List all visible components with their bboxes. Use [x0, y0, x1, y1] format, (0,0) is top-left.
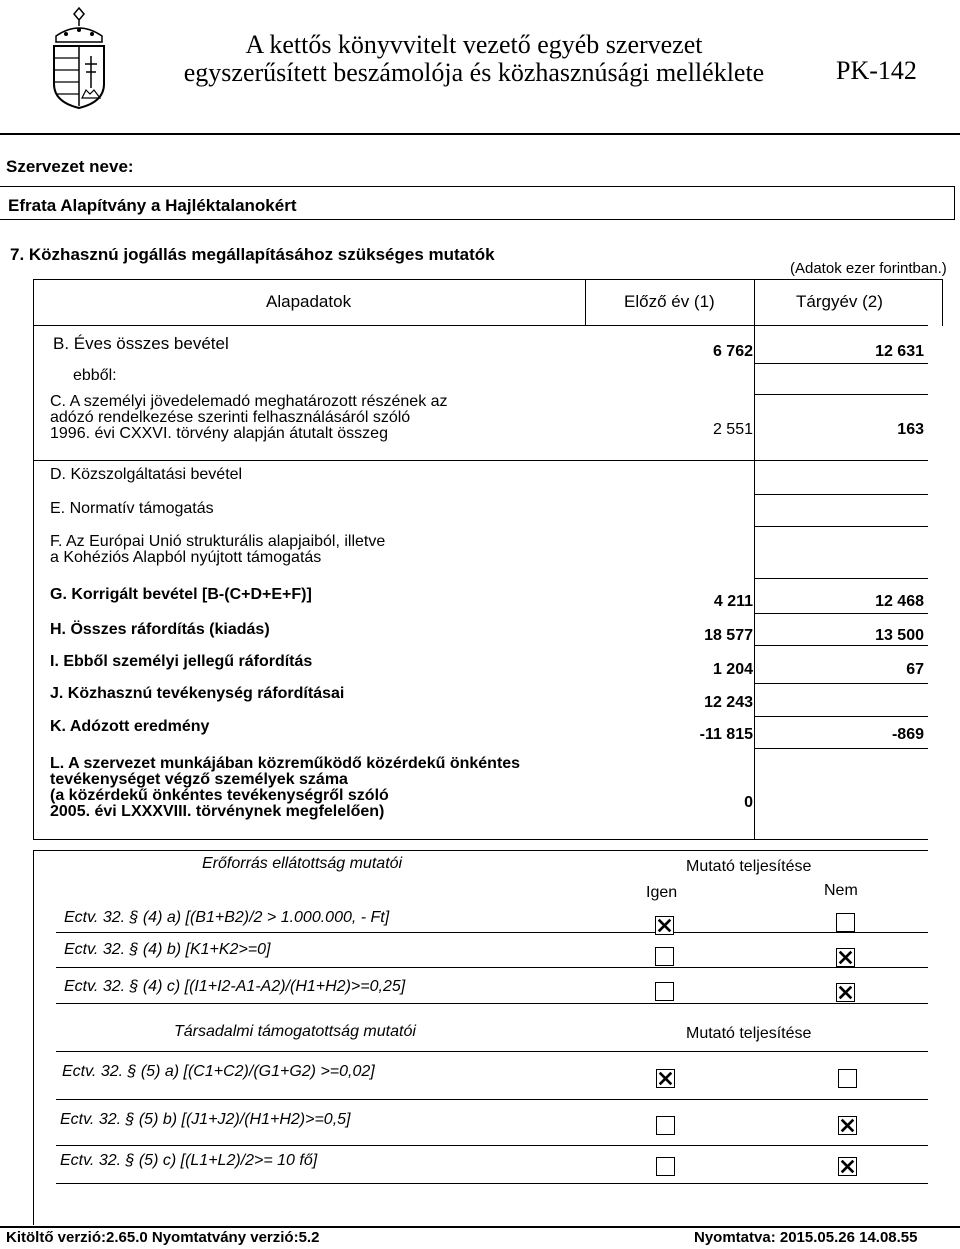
- social-title: Társadalmi támogatottság mutatói: [174, 1023, 416, 1040]
- footer-printed: Nyomtatva: 2015.05.26 14.08.55: [694, 1229, 918, 1246]
- row-label-l-line4: 2005. évi LXXXVIII. törvénynek megfelelően): [50, 803, 385, 820]
- row-g-prev[interactable]: 4 211: [713, 593, 753, 610]
- row-k-prev[interactable]: -11 815: [699, 726, 753, 743]
- row-label-d: D. Közszolgáltatási bevétel: [50, 466, 243, 483]
- row-label-e: E. Normatív támogatás: [50, 500, 214, 517]
- check-mark-icon: [656, 917, 673, 934]
- row-h-prev[interactable]: 18 577: [704, 627, 753, 644]
- col-divider-body: [754, 325, 755, 840]
- row-label-l-line2: tevékenységet végző személyek száma: [50, 771, 348, 788]
- page-header: [0, 0, 960, 135]
- row-label-f-line1: F. Az Európai Unió strukturális alapjaiból, illetve: [50, 533, 386, 550]
- row-label-g: G. Korrigált bevétel [B-(C+D+E+F)]: [50, 586, 312, 603]
- row-label-l-line3: (a közérdekű önkéntes tevékenységről szóló: [50, 787, 389, 804]
- check-mark-icon: [839, 1117, 856, 1134]
- yes-header: Igen: [646, 884, 678, 901]
- soc2-no-checkbox[interactable]: [838, 1116, 857, 1135]
- org-name-value: Efrata Alapítvány a Hajléktalanokért: [8, 196, 297, 215]
- row-c-prev[interactable]: 2 551: [712, 421, 753, 438]
- row-label-h: H. Összes ráfordítás (kiadás): [50, 621, 270, 638]
- form-title-line2: egyszerűsített beszámolója és közhasznúsági melléklete: [183, 58, 765, 87]
- row-label-c-line2: adózó rendelkezése szerinti felhasználásáról szóló: [50, 409, 411, 426]
- res1-no-checkbox[interactable]: [836, 913, 855, 932]
- check-mark-icon: [657, 1070, 674, 1087]
- row-sep: [754, 613, 928, 614]
- row-sep: [56, 932, 928, 933]
- social-item-3: Ectv. 32. § (5) c) [(L1+L2)/2>= 10 fő]: [60, 1152, 318, 1169]
- col-divider-header-2: [754, 280, 755, 325]
- check-mark-icon: [837, 984, 854, 1001]
- table-bottom-border: [33, 839, 928, 840]
- social-item-2: Ectv. 32. § (5) b) [(J1+J2)/(H1+H2)>=0,5]: [60, 1111, 351, 1128]
- resources-left-border: [33, 850, 34, 1225]
- check-mark-icon: [837, 949, 854, 966]
- row-i-prev[interactable]: 1 204: [712, 661, 753, 678]
- row-label-i: I. Ebből személyi jellegű ráfordítás: [50, 653, 313, 670]
- check-mark-icon: [839, 1158, 856, 1175]
- resources-title: Erőforrás ellátottság mutatói: [202, 855, 403, 872]
- row-b-prev[interactable]: 6 762: [712, 343, 753, 360]
- row-sep: [754, 748, 928, 749]
- resource-item-3: Ectv. 32. § (4) c) [(I1+I2-A1-A2)/(H1+H2)>=0,25]: [64, 978, 406, 995]
- org-name-label: Szervezet neve:: [6, 157, 134, 176]
- row-sep: [754, 578, 928, 579]
- row-label-f-line2: a Kohéziós Alapból nyújtott támogatás: [50, 549, 322, 566]
- row-sep: [754, 716, 928, 717]
- row-l-prev[interactable]: 0: [744, 794, 753, 811]
- col-divider-header-1: [585, 280, 586, 325]
- footer-version: Kitöltő verzió:2.65.0 Nyomtatvány verzió:5.2: [6, 1229, 320, 1246]
- row-sep: [754, 363, 928, 364]
- table-top-border: [33, 279, 943, 280]
- coat-of-arms-logo: [48, 6, 110, 110]
- row-sep: [754, 394, 928, 395]
- no-header: Nem: [824, 882, 858, 899]
- row-h-curr[interactable]: 13 500: [875, 627, 924, 644]
- row-label-c-line3: 1996. évi CXXVI. törvény alapján átutalt összeg: [50, 425, 388, 442]
- resources-fulfil-title: Mutató teljesítése: [686, 858, 812, 875]
- row-label-b: B. Éves összes bevétel: [53, 334, 229, 353]
- unit-note: (Adatok ezer forintban.): [790, 260, 947, 277]
- row-sep: [754, 494, 928, 495]
- row-sep: [33, 460, 928, 461]
- resource-item-2: Ectv. 32. § (4) b) [K1+K2>=0]: [64, 941, 271, 958]
- row-label-c-line1: C. A személyi jövedelemadó meghatározott részének az: [50, 393, 448, 410]
- row-sep: [754, 645, 928, 646]
- res3-no-checkbox[interactable]: [836, 983, 855, 1002]
- row-sep: [56, 1099, 928, 1100]
- col-header-prev: Előző év (1): [624, 292, 715, 311]
- table-right-border: [942, 280, 943, 326]
- row-sep: [56, 967, 928, 968]
- soc3-yes-checkbox[interactable]: [656, 1157, 675, 1176]
- col-header-curr: Tárgyév (2): [796, 292, 883, 311]
- table-header-border: [33, 325, 928, 326]
- res2-yes-checkbox[interactable]: [655, 947, 674, 966]
- row-j-prev[interactable]: 12 243: [704, 694, 753, 711]
- soc1-yes-checkbox[interactable]: [656, 1069, 675, 1088]
- row-sep: [754, 683, 928, 684]
- row-g-curr[interactable]: 12 468: [875, 593, 924, 610]
- row-label-l-line1: L. A szervezet munkájában közreműködő közérdekű önkéntes: [50, 755, 521, 772]
- col-header-basic: Alapadatok: [266, 292, 352, 311]
- row-k-curr[interactable]: -869: [891, 726, 924, 743]
- table-left-border: [33, 280, 34, 840]
- row-sep: [56, 1003, 928, 1004]
- res3-yes-checkbox[interactable]: [655, 982, 674, 1001]
- row-sep: [56, 1145, 928, 1146]
- row-i-curr[interactable]: 67: [906, 661, 924, 678]
- form-code: PK-142: [836, 56, 917, 85]
- row-b-curr[interactable]: 12 631: [875, 343, 924, 360]
- row-sep: [56, 1051, 928, 1052]
- row-label-k: K. Adózott eredmény: [50, 718, 210, 735]
- row-label-ebbol: ebből:: [73, 367, 117, 384]
- footer-divider: [0, 1226, 960, 1228]
- res2-no-checkbox[interactable]: [836, 948, 855, 967]
- form-title-line1: A kettős könyvvitelt vezető egyéb szervezet: [245, 30, 703, 59]
- section-title: 7. Közhasznú jogállás megállapításához szükséges mutatók: [10, 245, 495, 264]
- resources-top-border: [33, 850, 928, 851]
- social-item-1: Ectv. 32. § (5) a) [(C1+C2)/(G1+G2) >=0,02]: [62, 1063, 375, 1080]
- row-sep: [754, 526, 928, 527]
- row-c-curr[interactable]: 163: [897, 421, 924, 438]
- soc2-yes-checkbox[interactable]: [656, 1116, 675, 1135]
- resource-item-1: Ectv. 32. § (4) a) [(B1+B2)/2 > 1.000.000, - Ft]: [64, 909, 390, 926]
- org-name-box[interactable]: [0, 186, 955, 220]
- res1-yes-checkbox[interactable]: [655, 916, 674, 935]
- soc1-no-checkbox[interactable]: [838, 1069, 857, 1088]
- soc3-no-checkbox[interactable]: [838, 1157, 857, 1176]
- social-fulfil-title: Mutató teljesítése: [686, 1025, 812, 1042]
- row-sep: [56, 1183, 928, 1184]
- row-label-j: J. Közhasznú tevékenység ráfordításai: [50, 685, 345, 702]
